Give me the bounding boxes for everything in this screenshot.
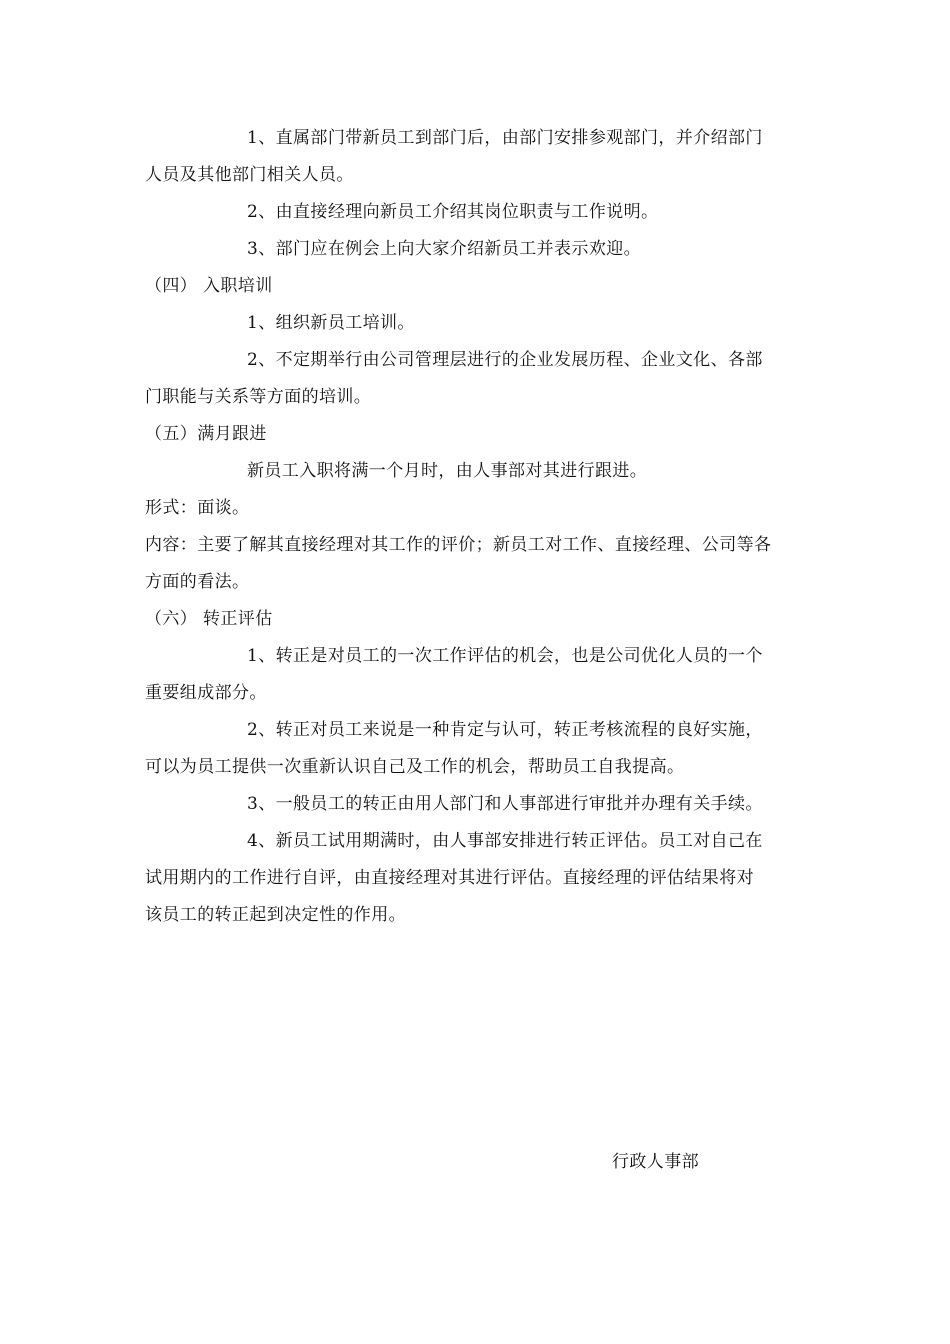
paragraph-line: 2、转正对员工来说是一种肯定与认可，转正考核流程的良好实施， [247, 720, 763, 740]
paragraph-line: 2、由直接经理向新员工介绍其岗位职责与工作说明。 [247, 202, 659, 222]
paragraph-line: 内容：主要了解其直接经理对其工作的评价；新员工对工作、直接经理、公司等各 [145, 535, 772, 555]
document-body [145, 120, 810, 934]
paragraph-line: 1、组织新员工培训。 [247, 313, 415, 333]
paragraph-line: 形式：面谈。 [145, 498, 250, 518]
paragraph-line: 重要组成部分。 [145, 683, 267, 703]
paragraph-line: 可以为员工提供一次重新认识自己及工作的机会，帮助员工自我提高。 [145, 757, 685, 777]
department-signature: 行政人事部 [612, 1152, 699, 1172]
paragraph-line: 人员及其他部门相关人员。 [145, 165, 354, 185]
paragraph-line: 4、新员工试用期满时，由人事部安排进行转正评估。员工对自己在 [247, 831, 763, 851]
paragraph-line: 1、转正是对员工的一次工作评估的机会，也是公司优化人员的一个 [247, 646, 763, 666]
paragraph-line: 3、部门应在例会上向大家介绍新员工并表示欢迎。 [247, 239, 642, 259]
paragraph-line: 门职能与关系等方面的培训。 [145, 387, 372, 407]
section-heading: （四） 入职培训 [145, 276, 273, 296]
paragraph-line: 该员工的转正起到决定性的作用。 [145, 905, 406, 925]
paragraph-line: 2、不定期举行由公司管理层进行的企业发展历程、企业文化、各部 [247, 350, 763, 370]
paragraph-line: 新员工入职将满一个月时，由人事部对其进行跟进。 [247, 461, 648, 481]
section-heading: （六） 转正评估 [145, 609, 273, 629]
paragraph-line: 3、一般员工的转正由用人部门和人事部进行审批并办理有关手续。 [247, 794, 763, 814]
paragraph-line: 1、直属部门带新员工到部门后，由部门安排参观部门，并介绍部门 [247, 128, 763, 148]
section-heading: （五）满月跟进 [145, 424, 267, 444]
paragraph-line: 方面的看法。 [145, 572, 250, 592]
paragraph-line: 试用期内的工作进行自评，由直接经理对其进行评估。直接经理的评估结果将对 [145, 868, 754, 888]
